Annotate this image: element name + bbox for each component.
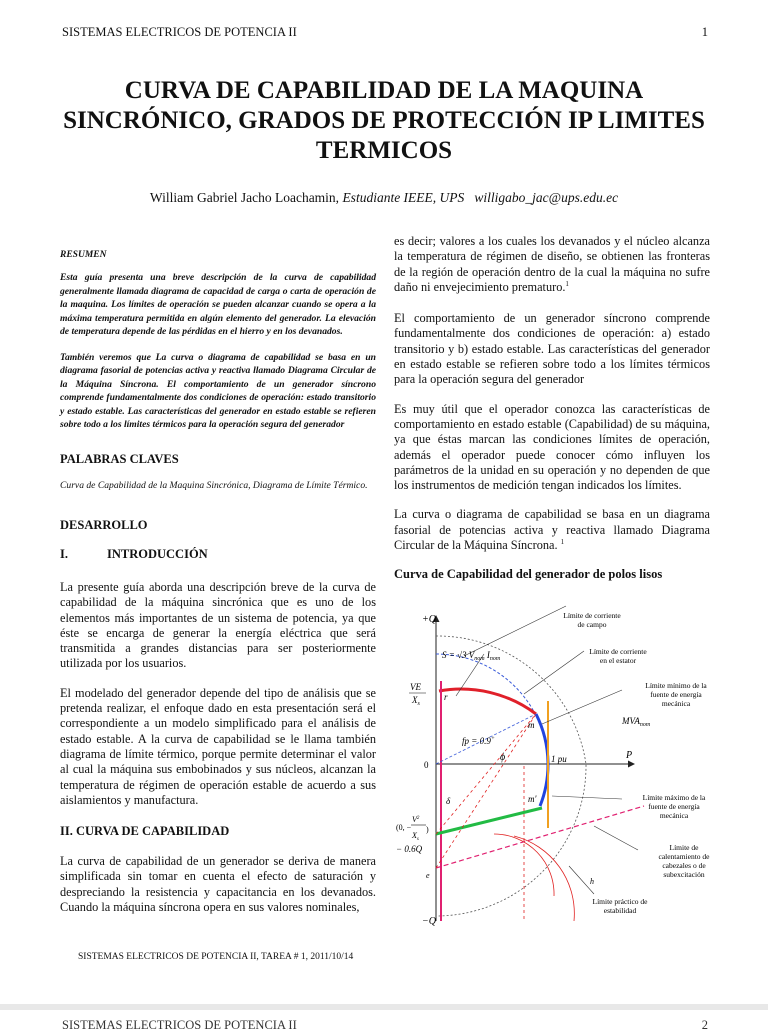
m-prime-label: m'	[528, 794, 537, 804]
page-divider	[0, 1004, 768, 1010]
capability-curve-figure	[394, 596, 724, 931]
leader-max	[552, 796, 622, 799]
m-label: m	[528, 720, 535, 730]
v2-close: )	[426, 825, 429, 834]
v2-xs: $X_s$	[412, 831, 419, 842]
author-name: William Gabriel Jacho Loachamin,	[149, 190, 340, 205]
right-paragraph-4	[394, 507, 710, 553]
section-2-heading: II. CURVA DE CAPABILIDAD	[60, 824, 230, 839]
right-paragraph-1-text: es decir; valores a los cuales los devanados y el núcleo alcanza la temperatura de régimen de diseño, se obtienen las fronteras de la región de operación dentro de la cual la máquina no sufre daño ni envejecimiento prematuro.	[394, 234, 710, 294]
annotation-heating-3: cabezales o de	[662, 861, 706, 870]
annotation-stator-1: Límite de corriente	[589, 647, 647, 656]
one-pu-label: 1 pu	[551, 754, 567, 764]
leader-field	[464, 606, 566, 656]
left-column	[60, 246, 376, 915]
heating-limit-line	[436, 806, 644, 868]
annotation-heating-1: Límite de	[669, 843, 699, 852]
annotation-max-3: mecánica	[659, 811, 689, 820]
author-line	[60, 190, 708, 206]
keywords-text: Curva de Capabilidad de la Maquina Sincrónica, Diagrama de Límite Térmico.	[60, 479, 368, 491]
p-label: P	[626, 750, 633, 761]
annotation-min-1: Límite mínimo de la	[645, 681, 707, 690]
zero-label: 0	[424, 760, 429, 770]
intro-paragraph-1: La presente guía aborda una descripción breve de la curva de capabilidad de la máquina sincrónica que es uno de los elementos más importantes de un sistema de potencia, ya que éste se encarga de generar la energía eléctrica que será transmitida a grandes distancias para ser posteriormente utilizada por los usuarios.	[60, 580, 376, 671]
intro-paragraph-2: El modelado del generador depende del tipo de análisis que se pretenda realizar, el enfoque dado en esta presentación será el correspondiente a un modelo simplificado para el análisis de estado estable. A la curva de capabilidad se le llama también diagrama de límite térmico, porque permite determinar el valor al cual la máquina sus embobinados y sus núcleos, alcanzan la temperatura de régimen de operación estable de acuerdo a sus aislamientos y manufactura.	[60, 685, 376, 807]
field-current-limit	[439, 689, 536, 714]
footnote-ref: 1	[565, 279, 569, 288]
stability-limit	[436, 808, 542, 834]
abstract-heading: RESUMEN	[60, 250, 107, 260]
annotation-stability-2: estabilidad	[603, 906, 637, 915]
author-affiliation: Estudiante IEEE, UPS	[342, 190, 465, 205]
right-paragraph-1	[394, 234, 710, 295]
annotation-min-3: mecánica	[661, 699, 691, 708]
footnote-ref: 1	[560, 537, 565, 546]
v2-open: (0, −	[396, 823, 412, 832]
leader-min	[542, 690, 622, 724]
next-page-title: SISTEMAS ELECTRICOS DE POTENCIA II	[62, 1018, 297, 1032]
right-paragraph-3: Es muy útil que el operador conozca las características de comportamiento en estado estable (Capabilidad) de su máquina, ya que éstas marcan las condiciones límites de operación, además el operador puede conocer cómo influyen los parámetros de la unidad en su operación y no dependen de que los instrumentos de medición tengan indicados los límites.	[394, 401, 710, 493]
leader-stator	[524, 651, 584, 694]
next-page-number: 2	[701, 1018, 708, 1032]
right-column	[394, 234, 710, 582]
intro-title: INTRODUCCIÓN	[107, 547, 208, 561]
annotation-heating-4: subexcitación	[663, 870, 705, 879]
annotation-max-1: Límite máximo de la	[642, 793, 706, 802]
neg-06q-label: − 0.6Q	[396, 844, 423, 854]
xs-label: $X_s$	[412, 695, 420, 707]
intro-heading	[60, 547, 376, 562]
abstract-paragraph-1: Esta guía presenta una breve descripción de la curva de capabilidad generalmente llamada diagrama de capacidad de carga o carta de operación de la maquina. Los límites de operación se pueden alcanzar cuando se opera a la máxima temperatura permitida en algún elemento del generador. La elevación de temperatura depende de las pérdidas en el hierro y en los devanados.	[60, 272, 376, 337]
running-header	[62, 25, 708, 40]
running-header-title: SISTEMAS ELECTRICOS DE POTENCIA II	[62, 25, 297, 39]
annotation-field-2: de campo	[577, 620, 607, 629]
e-label: e	[426, 871, 430, 880]
delta-label: δ	[446, 796, 451, 806]
annotations	[563, 611, 710, 915]
annotation-heating-2: calentamiento de	[658, 852, 710, 861]
section-2-paragraph-1: La curva de capabilidad de un generador se deriva de manera simplificada sin tomar en cuenta el efecto de saturación y despreciando la resistencia y capacitancia en los devanados. Cuando la máquina síncrona opera en sus valores nominales,	[60, 854, 376, 915]
r-label: r	[444, 692, 448, 702]
abstract-paragraph-2: También veremos que La curva o diagrama de capabilidad se basa en un diagrama fasorial de potencias activa y reactiva llamado Diagrama Circular de la Máquina Síncrona. El comportamiento de un generador síncrono comprende fundamentalmente dos condiciones de operación: estado transitorio y estado estable. Las características del generador en estado estable se refieren sobre todo a los límites térmicos para la operación segura del generador	[60, 351, 376, 430]
right-paragraph-4-text: La curva o diagrama de capabilidad se basa en un diagrama fasorial de potencias activa y reactiva llamado Diagrama Circular de la Máquina Síncrona.	[394, 507, 710, 553]
h-label: h	[590, 877, 594, 886]
page-number: 1	[701, 25, 708, 39]
annotation-max-2: fuente de energía	[648, 802, 700, 811]
annotation-min-2: fuente de energía	[650, 690, 702, 699]
paper-title: CURVA DE CAPABILIDAD DE LA MAQUINA SINCRÓNICO, GRADOS DE PROTECCIÓN IP LIMITES TERMICOS	[63, 77, 705, 164]
keywords-heading: PALABRAS CLAVES	[60, 451, 179, 466]
red-arc-2	[514, 836, 574, 921]
annotation-stator-2: en el estator	[599, 656, 637, 665]
author-email[interactable]: willigabo_jac@ups.edu.ec	[474, 190, 619, 205]
plus-q-label: +Q	[422, 614, 436, 625]
intro-number: I.	[60, 547, 68, 561]
red-dashed-1	[436, 714, 536, 834]
next-page-header	[62, 1018, 708, 1033]
right-paragraph-2: El comportamiento de un generador síncrono comprende fundamentalmente dos condiciones de operación: a) estado transitorio y b) estado estable. Las características del generador en estado estable se refieren sobre todo a los límites térmicos para la operación segura del generador	[394, 311, 710, 387]
fp-label: fp = 0.9+	[462, 736, 495, 746]
ve-label: VE	[410, 682, 421, 692]
desarrollo-heading: DESARROLLO	[60, 518, 148, 532]
stator-current-limit	[536, 714, 548, 806]
v2-label: $V^2$	[412, 815, 420, 824]
mva-label: $MVA_{nom}$	[622, 716, 651, 728]
phi-label: ϕ	[500, 752, 506, 763]
page-footer: SISTEMAS ELECTRICOS DE POTENCIA II, TAREA # 1, 2011/10/14	[78, 952, 354, 962]
minus-q-label: −Q	[422, 916, 436, 927]
annotation-stability-1: Límite práctico de	[592, 897, 648, 906]
leader-heating	[594, 826, 638, 850]
figure-title: Curva de Capabilidad del generador de polos lisos	[394, 567, 663, 582]
annotation-field-1: Límite de corriente	[563, 611, 621, 620]
s-equation: S = √3 $V_{nom}$ $I_{nom}$	[442, 650, 501, 662]
